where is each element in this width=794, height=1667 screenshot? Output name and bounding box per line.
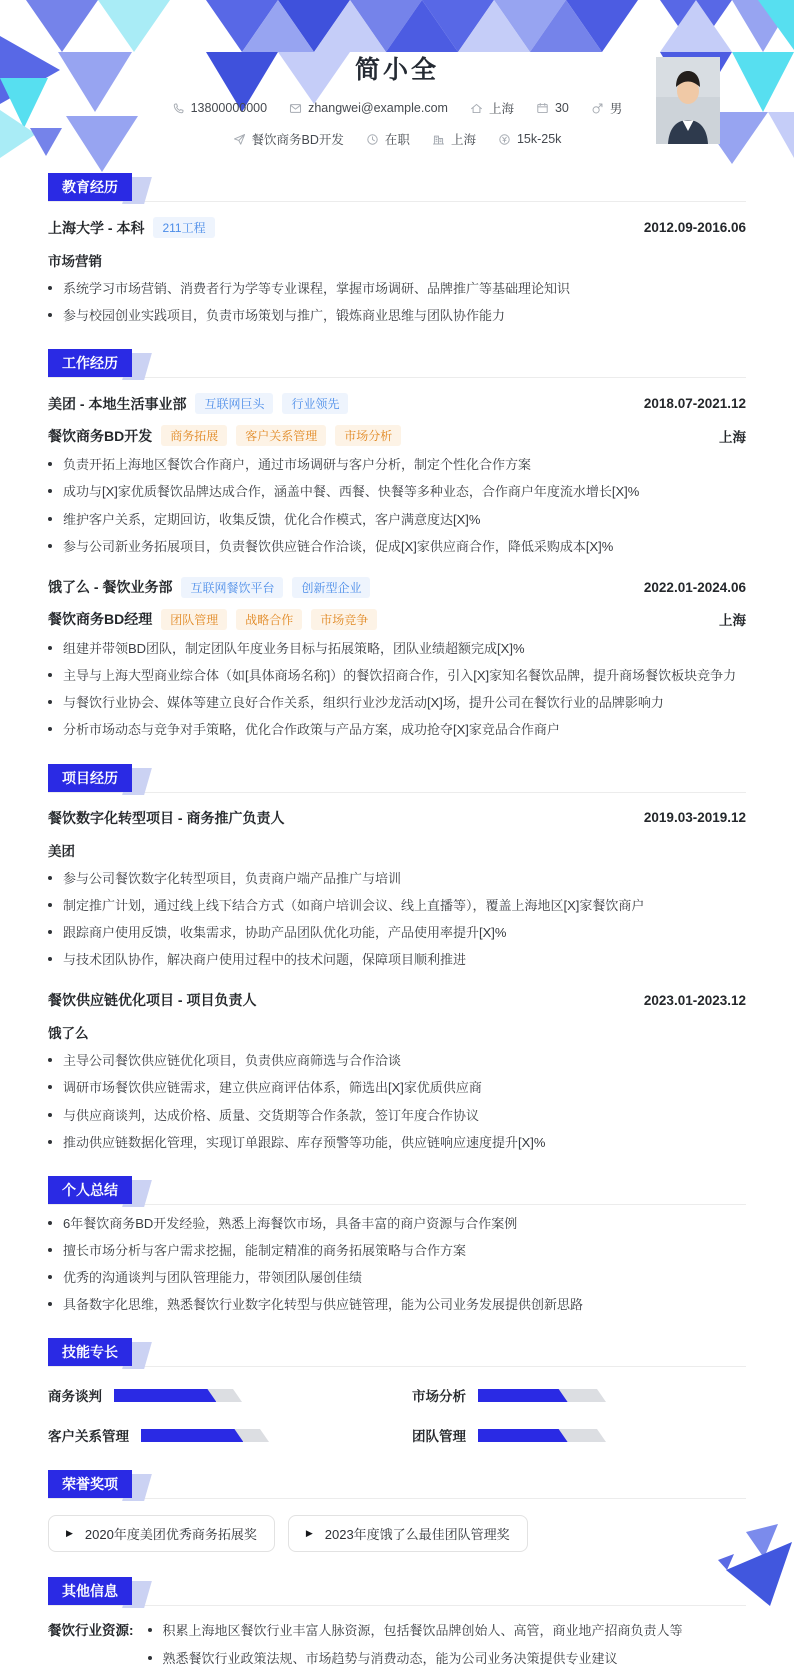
bullet-dot-icon bbox=[48, 1085, 52, 1089]
list-item: 与餐饮行业协会、媒体等建立良好合作关系，组织行业沙龙活动[X]场，提升公司在餐饮行业的品牌影响力 bbox=[48, 694, 746, 711]
award-text: 2023年度饿了么最佳团队管理奖 bbox=[324, 1527, 510, 1543]
bullet-dot-icon bbox=[48, 544, 52, 548]
skill-name: 团队管理 bbox=[412, 1429, 466, 1445]
salary-text: 15k-25k bbox=[516, 132, 562, 146]
list-item: 优秀的沟通谈判与团队管理能力，带领团队屡创佳绩 bbox=[48, 1269, 746, 1286]
bullet-dot-icon bbox=[48, 957, 52, 961]
skill-bar-fill bbox=[478, 1429, 568, 1442]
job-entry bbox=[48, 393, 746, 555]
role-title: 餐饮商务BD开发 bbox=[48, 427, 153, 444]
section-title-badge: 工作经历 bbox=[48, 349, 132, 377]
section-header bbox=[48, 172, 746, 202]
list-item: 参与校园创业实践项目，负责市场策划与推广，锻炼商业思维与团队协作能力 bbox=[48, 307, 746, 324]
job-entry bbox=[48, 577, 746, 739]
position-text: 餐饮商务BD开发 bbox=[251, 133, 344, 147]
job-bullets bbox=[48, 640, 746, 739]
position-icon bbox=[233, 133, 246, 146]
summary-bullets bbox=[48, 1215, 746, 1314]
project-name: 餐饮数字化转型项目 - 商务推广负责人 bbox=[48, 809, 285, 826]
bullet-dot-icon bbox=[48, 930, 52, 934]
project-date: 2019.03-2019.12 bbox=[643, 810, 746, 826]
school-tag: 211工程 bbox=[153, 217, 214, 238]
section-title-badge: 其他信息 bbox=[48, 1577, 132, 1605]
bullet-dot-icon bbox=[48, 1140, 52, 1144]
city-icon bbox=[432, 133, 445, 146]
mail-icon bbox=[289, 102, 302, 115]
project-header-row bbox=[48, 808, 746, 828]
list-item: 维护客户关系，定期回访，收集反馈，优化合作模式，客户满意度达[X]% bbox=[48, 511, 746, 528]
job-location: 上海 bbox=[719, 429, 746, 445]
school-name: 上海大学 - 本科 bbox=[48, 219, 145, 236]
skill-name: 商务谈判 bbox=[48, 1389, 102, 1405]
job-role-row bbox=[48, 609, 746, 630]
skill-bar bbox=[141, 1429, 269, 1442]
role-tag: 商务拓展 bbox=[161, 425, 227, 446]
company-tag: 创新型企业 bbox=[292, 577, 370, 598]
section-header bbox=[48, 348, 746, 378]
role-title: 餐饮商务BD经理 bbox=[48, 611, 153, 628]
candidate-name: 简小全 bbox=[354, 56, 439, 84]
list-item: 与供应商谈判，达成价格、质量、交货期等合作条款，签订年度合作协议 bbox=[48, 1107, 746, 1124]
age-item bbox=[536, 101, 569, 115]
list-item: 分析市场动态与竞争对手策略，优化合作政策与产品方案，成功抢夺[X]家竞品合作商户 bbox=[48, 721, 746, 738]
list-item: 主导与上海大型商业综合体（如[具体商场名称]）的餐饮招商合作，引入[X]家知名餐饮品牌，提升商场餐饮板块竞争力 bbox=[48, 667, 746, 684]
email-item bbox=[289, 101, 448, 115]
skill-bar bbox=[478, 1429, 606, 1442]
job-location: 上海 bbox=[719, 613, 746, 629]
major: 市场营销 bbox=[48, 254, 102, 269]
awards-list bbox=[48, 1515, 746, 1552]
bullet-dot-icon bbox=[48, 700, 52, 704]
job-bullets bbox=[48, 456, 746, 555]
section-title-badge: 技能专长 bbox=[48, 1338, 132, 1366]
skill-item bbox=[412, 1385, 746, 1405]
phone-text: 13800000000 bbox=[190, 101, 268, 115]
project-bullets bbox=[48, 870, 746, 969]
section-header bbox=[48, 1469, 746, 1499]
project-entry bbox=[48, 808, 746, 969]
project-header-row bbox=[48, 990, 746, 1010]
project-org: 饿了么 bbox=[48, 1026, 89, 1042]
skill-name: 客户关系管理 bbox=[48, 1429, 129, 1445]
list-item: 参与公司新业务拓展项目，负责餐饮供应链合作洽谈，促成[X]家供应商合作，降低采购成本[X]% bbox=[48, 538, 746, 555]
bullet-dot-icon bbox=[48, 1302, 52, 1306]
bullet-dot-icon bbox=[148, 1628, 152, 1632]
award-item bbox=[288, 1515, 528, 1552]
status-icon bbox=[366, 133, 379, 146]
resume-body bbox=[0, 172, 794, 1667]
section-title-badge: 教育经历 bbox=[48, 173, 132, 201]
job-company-row bbox=[48, 393, 746, 414]
job-status-text: 在职 bbox=[384, 133, 410, 147]
salary-item bbox=[498, 132, 561, 146]
list-item: 与技术团队协作，解决商户使用过程中的技术问题，保障项目顺利推进 bbox=[48, 951, 746, 968]
phone-item bbox=[172, 101, 267, 115]
list-item: 组建并带领BD团队，制定团队年度业务目标与拓展策略，团队业绩超额完成[X]% bbox=[48, 640, 746, 657]
list-item: 擅长市场分析与客户需求挖掘，能制定精准的商务拓展策略与合作方案 bbox=[48, 1242, 746, 1259]
list-item: 系统学习市场营销、消费者行为学等专业课程，掌握市场调研、品牌推广等基础理论知识 bbox=[48, 280, 746, 297]
skill-bar bbox=[478, 1389, 606, 1402]
company-tag: 行业领先 bbox=[282, 393, 348, 414]
bullet-dot-icon bbox=[48, 1058, 52, 1062]
list-item: 参与公司餐饮数字化转型项目，负责商户端产品推广与培训 bbox=[48, 870, 746, 887]
project-org: 美团 bbox=[48, 843, 75, 859]
education-bullets bbox=[48, 280, 746, 324]
section-header bbox=[48, 1175, 746, 1205]
section-awards bbox=[48, 1469, 746, 1552]
company-name: 饿了么 - 餐饮业务部 bbox=[48, 579, 173, 596]
bullet-dot-icon bbox=[48, 1248, 52, 1252]
gender-item bbox=[591, 99, 623, 117]
project-date: 2023.01-2023.12 bbox=[643, 992, 746, 1008]
bullet-dot-icon bbox=[48, 517, 52, 521]
section-work bbox=[48, 348, 746, 738]
position-item bbox=[233, 130, 344, 148]
bullet-dot-icon bbox=[48, 1221, 52, 1225]
role-tag: 团队管理 bbox=[161, 609, 227, 630]
bullet-dot-icon bbox=[148, 1656, 152, 1660]
role-tag: 市场分析 bbox=[335, 425, 401, 446]
company-tag: 互联网餐饮平台 bbox=[181, 577, 283, 598]
job-status-item bbox=[366, 130, 410, 148]
skills-grid bbox=[48, 1385, 746, 1445]
list-item: 熟悉餐饮行业政策法规、市场趋势与消费动态，能为公司业务决策提供专业建议 bbox=[148, 1650, 683, 1667]
skill-bar-fill bbox=[114, 1389, 216, 1402]
other-info-row bbox=[48, 1622, 746, 1666]
gender-icon bbox=[591, 102, 604, 115]
list-item: 推动供应链数据化管理，实现订单跟踪、库存预警等功能，供应链响应速度提升[X]% bbox=[48, 1134, 746, 1151]
role-tag: 客户关系管理 bbox=[236, 425, 326, 446]
section-other bbox=[48, 1576, 746, 1666]
project-entry bbox=[48, 990, 746, 1151]
other-info-label: 餐饮行业资源: bbox=[48, 1623, 134, 1639]
list-item: 主导公司餐饮供应链优化项目，负责供应商筛选与合作洽谈 bbox=[48, 1052, 746, 1069]
bullet-dot-icon bbox=[48, 727, 52, 731]
list-item: 6年餐饮商务BD开发经验，熟悉上海餐饮市场，具备丰富的商户资源与合作案例 bbox=[48, 1215, 746, 1232]
play-triangle-icon: ▶ bbox=[66, 1528, 73, 1539]
award-item bbox=[48, 1515, 275, 1552]
skill-item bbox=[412, 1425, 746, 1445]
section-title-badge: 个人总结 bbox=[48, 1176, 132, 1204]
company-tag: 互联网巨头 bbox=[195, 393, 273, 414]
skill-bar-fill bbox=[478, 1389, 568, 1402]
age-text: 30 bbox=[554, 101, 569, 115]
section-summary bbox=[48, 1175, 746, 1314]
list-item: 积累上海地区餐饮行业丰富人脉资源，包括餐饮品牌创始人、高管，商业地产招商负责人等 bbox=[148, 1622, 683, 1639]
role-tag: 战略合作 bbox=[236, 609, 302, 630]
bullet-dot-icon bbox=[48, 1275, 52, 1279]
profile-photo bbox=[656, 57, 720, 144]
section-header bbox=[48, 763, 746, 793]
section-header bbox=[48, 1576, 746, 1606]
phone-icon bbox=[172, 102, 185, 115]
age-icon bbox=[536, 102, 549, 115]
bullet-dot-icon bbox=[48, 903, 52, 907]
home-city-text: 上海 bbox=[488, 102, 514, 116]
other-bullets bbox=[148, 1622, 683, 1666]
section-title-badge: 项目经历 bbox=[48, 764, 132, 792]
bullet-dot-icon bbox=[48, 1113, 52, 1117]
skill-name: 市场分析 bbox=[412, 1389, 466, 1405]
section-projects bbox=[48, 763, 746, 1151]
bullet-dot-icon bbox=[48, 876, 52, 880]
role-tag: 市场竞争 bbox=[311, 609, 377, 630]
list-item: 制定推广计划，通过线上线下结合方式（如商户培训会议、线上直播等），覆盖上海地区[X]家餐饮商户 bbox=[48, 897, 746, 914]
home-city-item bbox=[470, 99, 514, 117]
bullet-dot-icon bbox=[48, 673, 52, 677]
gender-text: 男 bbox=[609, 102, 623, 116]
project-bullets bbox=[48, 1052, 746, 1151]
list-item: 成功与[X]家优质餐饮品牌达成合作，涵盖中餐、西餐、快餐等多种业态，合作商户年度流水增长[X]% bbox=[48, 483, 746, 500]
job-company-row bbox=[48, 577, 746, 598]
work-city-text: 上海 bbox=[450, 133, 476, 147]
company-name: 美团 - 本地生活事业部 bbox=[48, 395, 187, 412]
skill-bar bbox=[114, 1389, 242, 1402]
job-role-row bbox=[48, 425, 746, 446]
job-date: 2018.07-2021.12 bbox=[643, 396, 746, 412]
salary-icon bbox=[498, 133, 511, 146]
home-icon bbox=[470, 102, 483, 115]
education-entry-header bbox=[48, 217, 746, 238]
list-item: 负责开拓上海地区餐饮合作商户，通过市场调研与客户分析，制定个性化合作方案 bbox=[48, 456, 746, 473]
section-education bbox=[48, 172, 746, 324]
section-header bbox=[48, 1337, 746, 1367]
bullet-dot-icon bbox=[48, 489, 52, 493]
list-item: 具备数字化思维，熟悉餐饮行业数字化转型与供应链管理，能为公司业务发展提供创新思路 bbox=[48, 1296, 746, 1313]
bullet-dot-icon bbox=[48, 462, 52, 466]
work-city-item bbox=[432, 130, 476, 148]
section-skills bbox=[48, 1337, 746, 1445]
bullet-dot-icon bbox=[48, 313, 52, 317]
award-text: 2020年度美团优秀商务拓展奖 bbox=[84, 1527, 257, 1543]
bullet-dot-icon bbox=[48, 646, 52, 650]
bullet-dot-icon bbox=[48, 286, 52, 290]
section-title-badge: 荣誉奖项 bbox=[48, 1470, 132, 1498]
avatar-illustration bbox=[656, 57, 720, 144]
list-item: 跟踪商户使用反馈，收集需求，协助产品团队优化功能，产品使用率提升[X]% bbox=[48, 924, 746, 941]
skill-item bbox=[48, 1425, 382, 1445]
job-date: 2022.01-2024.06 bbox=[643, 579, 746, 595]
skill-item bbox=[48, 1385, 382, 1405]
education-date: 2012.09-2016.06 bbox=[643, 220, 746, 235]
email-text: zhangwei@example.com bbox=[308, 101, 448, 115]
skill-bar-fill bbox=[141, 1429, 243, 1442]
project-name: 餐饮供应链优化项目 - 项目负责人 bbox=[48, 992, 257, 1009]
play-triangle-icon: ▶ bbox=[305, 1528, 313, 1539]
list-item: 调研市场餐饮供应链需求，建立供应商评估体系，筛选出[X]家优质供应商 bbox=[48, 1079, 746, 1096]
